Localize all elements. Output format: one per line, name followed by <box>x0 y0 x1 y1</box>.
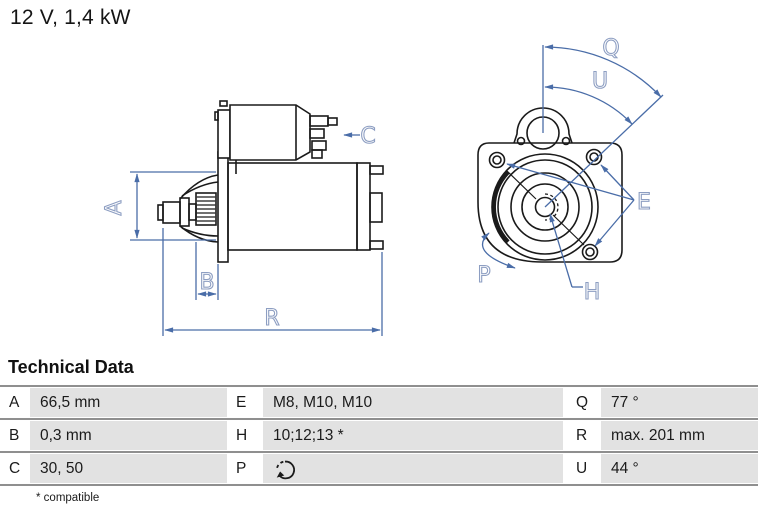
dim-label-Q: Q <box>602 36 620 61</box>
dim-label-R: R <box>264 306 280 331</box>
dim-label-B: B <box>199 270 215 295</box>
dim-label-C: C <box>360 124 376 149</box>
front-view-dimension-labels <box>477 36 651 305</box>
compatible-footnote: * compatible <box>36 492 100 504</box>
param-value-H: 10;12;13 * <box>263 418 563 451</box>
param-value-C: 30, 50 <box>30 451 227 486</box>
side-view-dimensions <box>130 135 382 336</box>
dim-label-H: H <box>583 280 601 305</box>
param-value-A: 66,5 mm <box>30 385 227 418</box>
param-key-R: R <box>563 418 601 451</box>
param-key-B: B <box>0 418 30 451</box>
param-key-U: U <box>563 451 601 486</box>
param-value-P <box>263 451 563 486</box>
dim-label-P: P <box>477 263 491 288</box>
param-key-H: H <box>227 418 263 451</box>
param-value-Q: 77 ° <box>601 385 758 418</box>
page-title: 12 V, 1,4 kW <box>10 6 131 29</box>
param-value-E: M8, M10, M10 <box>263 385 563 418</box>
front-view-dimensions <box>483 45 663 287</box>
param-key-E: E <box>227 385 263 418</box>
param-key-P: P <box>227 451 263 486</box>
param-key-A: A <box>0 385 30 418</box>
counterclockwise-rotation-icon <box>273 458 297 482</box>
side-view-drawing <box>158 101 383 262</box>
param-key-C: C <box>0 451 30 486</box>
technical-data-heading: Technical Data <box>8 357 134 377</box>
param-value-B: 0,3 mm <box>30 418 227 451</box>
param-value-R: max. 201 mm <box>601 418 758 451</box>
dim-label-U: U <box>591 69 609 94</box>
param-value-U: 44 ° <box>601 451 758 486</box>
dim-label-A: A <box>102 200 127 216</box>
param-key-Q: Q <box>563 385 601 418</box>
dim-label-E: E <box>637 190 651 215</box>
technical-data-table <box>0 385 758 486</box>
